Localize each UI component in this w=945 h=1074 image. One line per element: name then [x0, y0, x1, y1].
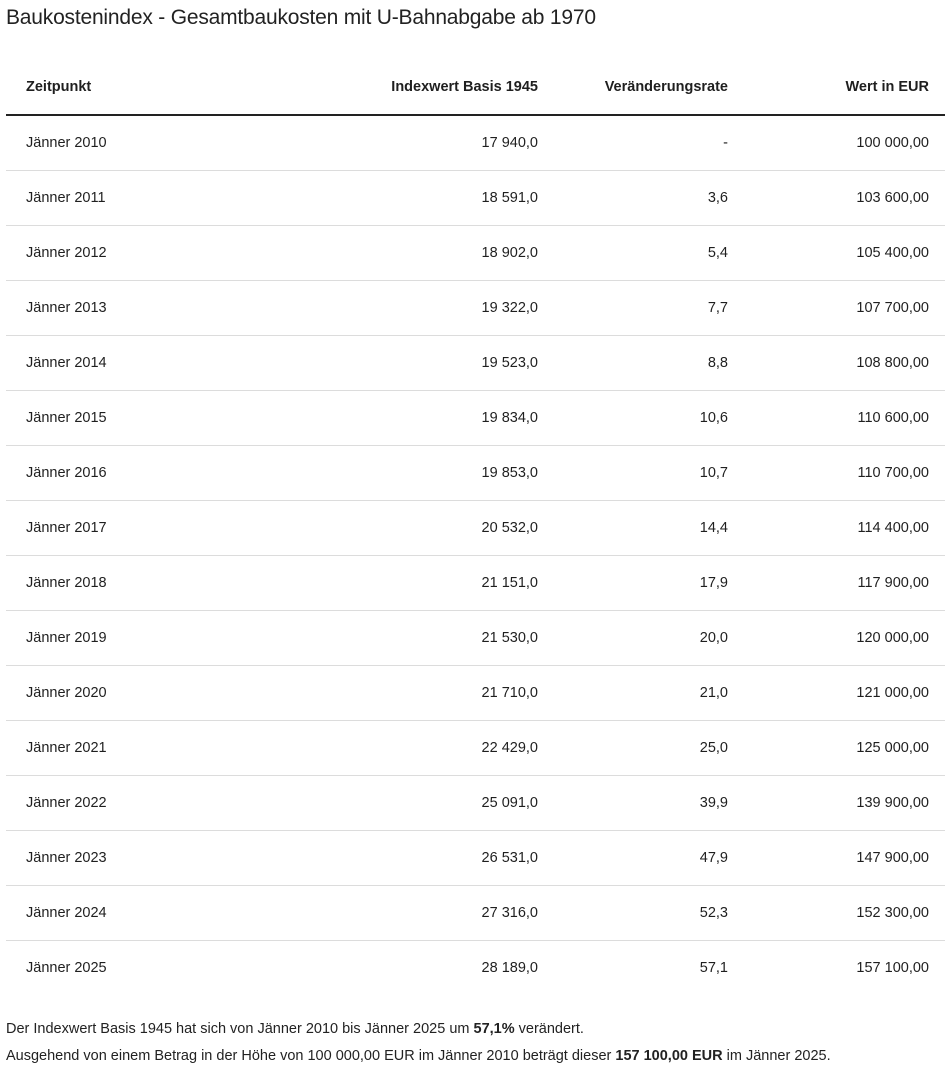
cell-index: 19 523,0	[176, 336, 538, 391]
cell-value: 125 000,00	[728, 721, 945, 776]
table-row	[6, 336, 945, 391]
cell-date: Jänner 2019	[6, 611, 176, 666]
table-row	[6, 281, 945, 336]
summary-line-value	[6, 1043, 831, 1070]
cell-date: Jänner 2020	[6, 666, 176, 721]
cell-date: Jänner 2021	[6, 721, 176, 776]
cell-date: Jänner 2013	[6, 281, 176, 336]
cell-rate: 5,4	[538, 226, 728, 281]
cell-index: 22 429,0	[176, 721, 538, 776]
cell-value: 107 700,00	[728, 281, 945, 336]
cell-date: Jänner 2011	[6, 171, 176, 226]
cell-rate: 47,9	[538, 831, 728, 886]
table-row	[6, 171, 945, 226]
cell-value: 147 900,00	[728, 831, 945, 886]
page-title: Baukostenindex - Gesamtbaukosten mit U-Bahnabgabe ab 1970	[6, 6, 596, 29]
table-row	[6, 941, 945, 996]
cell-rate: -	[538, 115, 728, 171]
cell-value: 100 000,00	[728, 115, 945, 171]
table-row	[6, 115, 945, 171]
cell-index: 27 316,0	[176, 886, 538, 941]
table-row	[6, 611, 945, 666]
cell-date: Jänner 2010	[6, 115, 176, 171]
cell-value: 157 100,00	[856, 960, 929, 976]
cell-date: Jänner 2012	[6, 226, 176, 281]
cell-index: 18 902,0	[176, 226, 538, 281]
cell-value: 110 600,00	[728, 391, 945, 446]
cell-rate: 57,1	[699, 960, 728, 976]
cell-value: 105 400,00	[728, 226, 945, 281]
column-header-rate: Veränderungsrate	[538, 60, 728, 115]
cell-value: 152 300,00	[728, 886, 945, 941]
index-table	[6, 60, 945, 995]
cell-rate: 14,4	[538, 501, 728, 556]
cell-rate: 8,8	[538, 336, 728, 391]
table-row	[6, 666, 945, 721]
cell-value: 121 000,00	[728, 666, 945, 721]
summary-line-change	[6, 1016, 831, 1043]
cell-rate: 17,9	[538, 556, 728, 611]
summary-text: verändert.	[514, 1021, 584, 1037]
cell-rate: 52,3	[538, 886, 728, 941]
cell-rate: 39,9	[538, 776, 728, 831]
cell-rate: 21,0	[538, 666, 728, 721]
summary-text: Ausgehend von einem Betrag in der Höhe von 100 000,00 EUR im Jänner 2010 beträgt dieser	[6, 1048, 616, 1064]
cell-rate: 25,0	[538, 721, 728, 776]
cell-date: Jänner 2017	[6, 501, 176, 556]
summary-text: Der Indexwert Basis 1945 hat sich von Jänner 2010 bis Jänner 2025 um	[6, 1021, 474, 1037]
table-row	[6, 391, 945, 446]
cell-index: 21 151,0	[176, 556, 538, 611]
cell-rate: 10,6	[538, 391, 728, 446]
cell-index: 19 834,0	[176, 391, 538, 446]
cell-date: Jänner 2025	[26, 960, 107, 976]
cell-index: 21 530,0	[176, 611, 538, 666]
table-row	[6, 776, 945, 831]
table-row	[6, 721, 945, 776]
cell-date: Jänner 2016	[6, 446, 176, 501]
column-header-value: Wert in EUR	[728, 60, 945, 115]
cell-index: 17 940,0	[176, 115, 538, 171]
table-row	[6, 446, 945, 501]
table-row	[6, 556, 945, 611]
table-row	[6, 831, 945, 886]
cell-date: Jänner 2014	[6, 336, 176, 391]
summary-amount: 157 100,00 EUR	[615, 1048, 723, 1064]
cell-date: Jänner 2015	[6, 391, 176, 446]
summary	[6, 1016, 831, 1070]
cell-index: 19 322,0	[176, 281, 538, 336]
cell-value: 120 000,00	[728, 611, 945, 666]
cell-value: 108 800,00	[728, 336, 945, 391]
cell-value: 114 400,00	[728, 501, 945, 556]
cell-value: 139 900,00	[728, 776, 945, 831]
cell-index: 26 531,0	[176, 831, 538, 886]
cell-date: Jänner 2023	[6, 831, 176, 886]
cell-date: Jänner 2022	[6, 776, 176, 831]
column-header-index: Indexwert Basis 1945	[176, 60, 538, 115]
cell-index: 21 710,0	[176, 666, 538, 721]
summary-text: im Jänner 2025.	[722, 1048, 831, 1064]
cell-index: 19 853,0	[176, 446, 538, 501]
table-body	[6, 115, 945, 995]
summary-percent: 57,1%	[473, 1021, 515, 1037]
table-row	[6, 226, 945, 281]
cell-value: 103 600,00	[728, 171, 945, 226]
cell-rate: 3,6	[538, 171, 728, 226]
cell-index: 18 591,0	[176, 171, 538, 226]
cell-value: 117 900,00	[728, 556, 945, 611]
cell-rate: 20,0	[538, 611, 728, 666]
cell-index: 20 532,0	[176, 501, 538, 556]
cell-rate: 10,7	[538, 446, 728, 501]
column-header-date: Zeitpunkt	[6, 60, 176, 115]
cell-index: 25 091,0	[176, 776, 538, 831]
cell-date: Jänner 2024	[6, 886, 176, 941]
cell-date: Jänner 2018	[6, 556, 176, 611]
cell-index: 28 189,0	[481, 960, 538, 976]
cell-value: 110 700,00	[728, 446, 945, 501]
table-row	[6, 501, 945, 556]
cell-rate: 7,7	[538, 281, 728, 336]
table-row	[6, 886, 945, 941]
table-header-row	[6, 60, 945, 115]
